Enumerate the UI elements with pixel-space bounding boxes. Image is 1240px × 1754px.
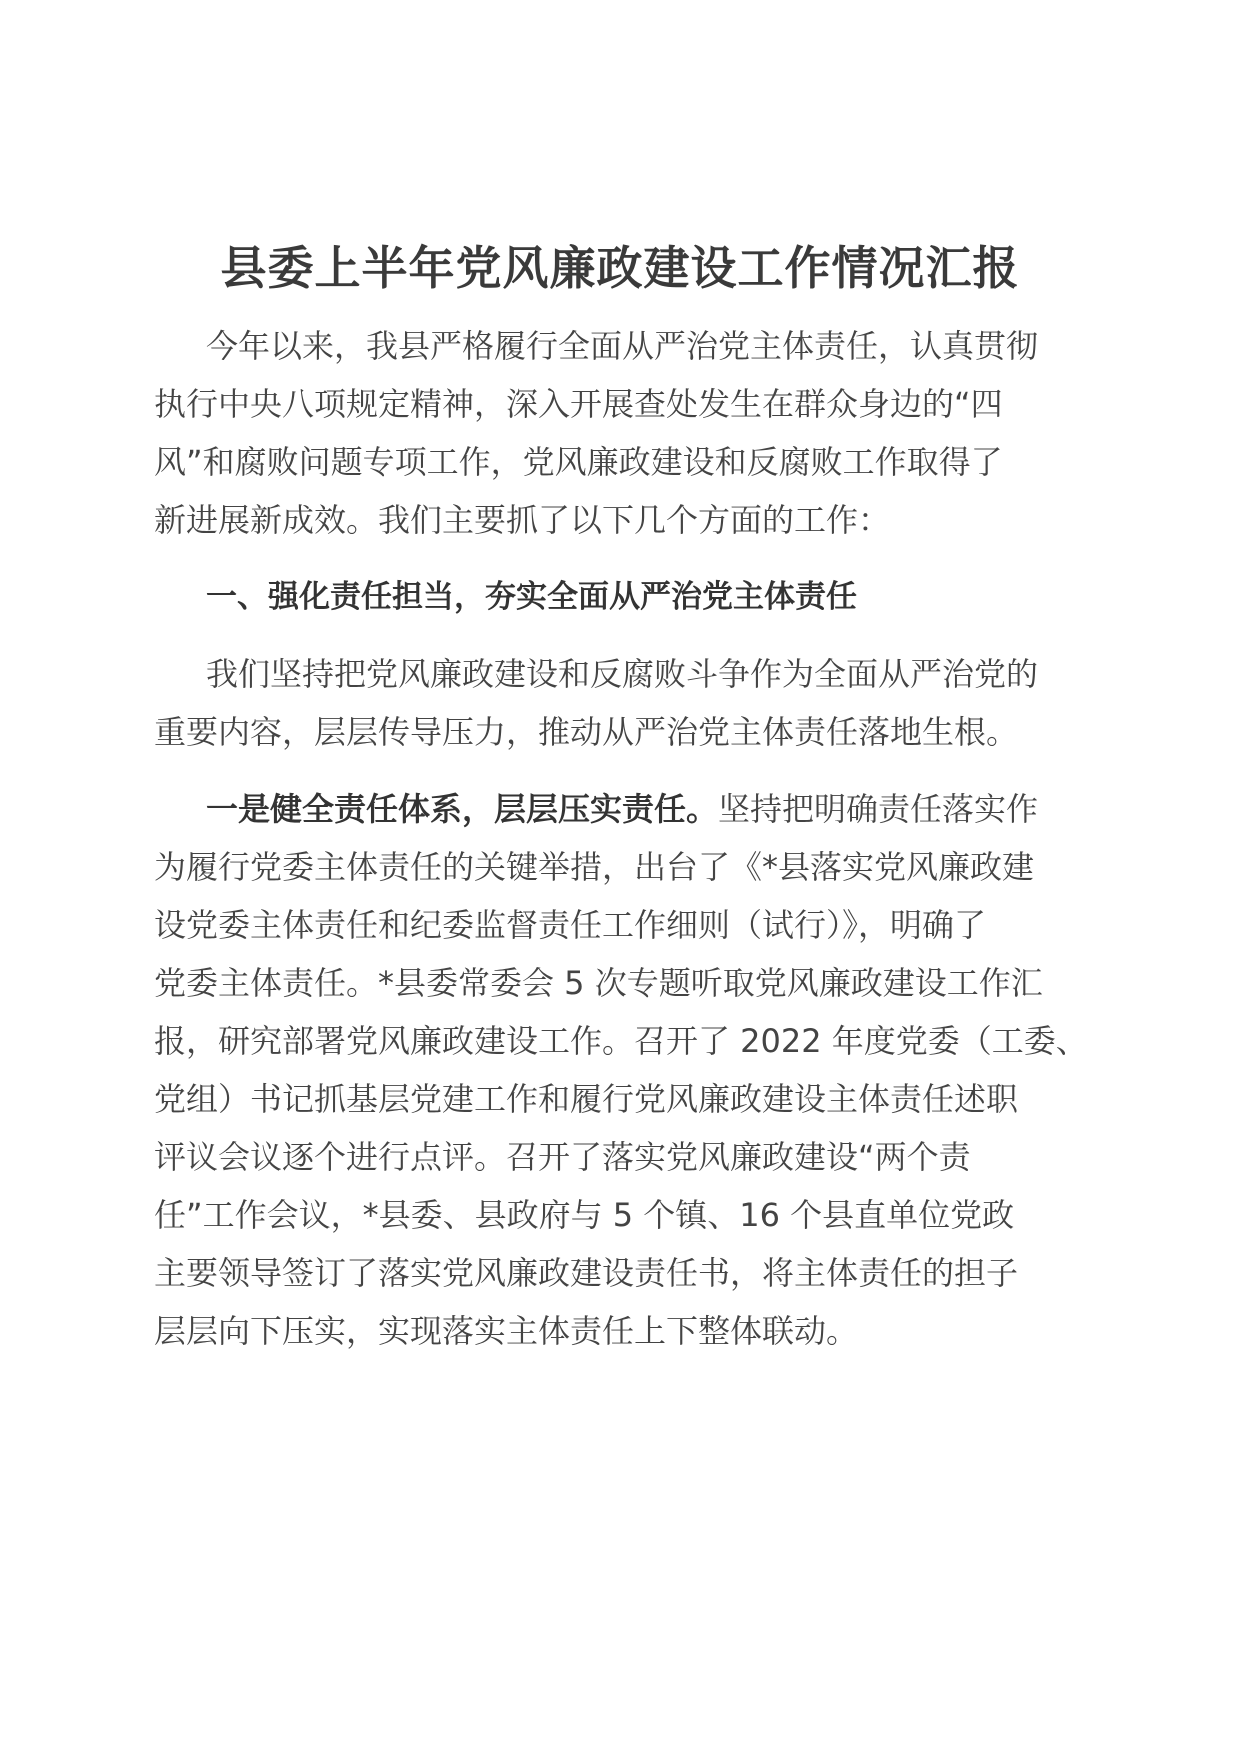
point-1-line-3: 设党委主体责任和纪委监督责任工作细则（试行）》，明确了 (154, 906, 987, 944)
point-1-line-4: 党委主体责任。*县委常委会 5 次专题听取党风廉政建设工作汇 (154, 964, 1043, 1002)
point-1-line-1 (206, 785, 1038, 833)
point-1-line-6: 党组）书记抓基层党建工作和履行党风廉政建设主体责任述职 (154, 1080, 1019, 1118)
intro-line-2: 执行中央八项规定精神，深入开展查处发生在群众身边的“四 (154, 385, 1003, 423)
point-1-line-8: 任”工作会议，*县委、县政府与 5 个镇、16 个县直单位党政 (154, 1196, 1015, 1234)
section-paragraph-line-2: 重要内容，层层传导压力，推动从严治党主体责任落地生根。 (154, 713, 1019, 751)
section-paragraph-line-1: 我们坚持把党风廉政建设和反腐败斗争作为全面从严治党的 (206, 655, 1039, 693)
intro-line-1: 今年以来，我县严格履行全面从严治党主体责任，认真贯彻 (206, 327, 1039, 365)
document-title: 县委上半年党风廉政建设工作情况汇报 (220, 241, 1020, 295)
intro-line-4: 新进展新成效。我们主要抓了以下几个方面的工作： (154, 501, 891, 539)
section-heading: 一、强化责任担当，夯实全面从严治党主体责任 (206, 579, 857, 615)
intro-line-3: 风”和腐败问题专项工作，党风廉政建设和反腐败工作取得了 (154, 443, 1003, 481)
point-1-line-2: 为履行党委主体责任的关键举措，出台了《*县落实党风廉政建 (154, 848, 1035, 886)
point-1-line-7: 评议会议逐个进行点评。召开了落实党风廉政建设“两个责 (154, 1138, 971, 1176)
point-1-lead: 一是健全责任体系，层层压实责任。 (206, 790, 719, 828)
point-1-line-5: 报，研究部署党风廉政建设工作。召开了 2022 年度党委（工委、 (154, 1022, 1088, 1060)
point-1-line-9: 主要领导签订了落实党风廉政建设责任书，将主体责任的担子 (154, 1254, 1019, 1292)
point-1-line-10: 层层向下压实，实现落实主体责任上下整体联动。 (154, 1312, 859, 1350)
point-1-line-1-text: 坚持把明确责任落实作 (718, 790, 1039, 828)
